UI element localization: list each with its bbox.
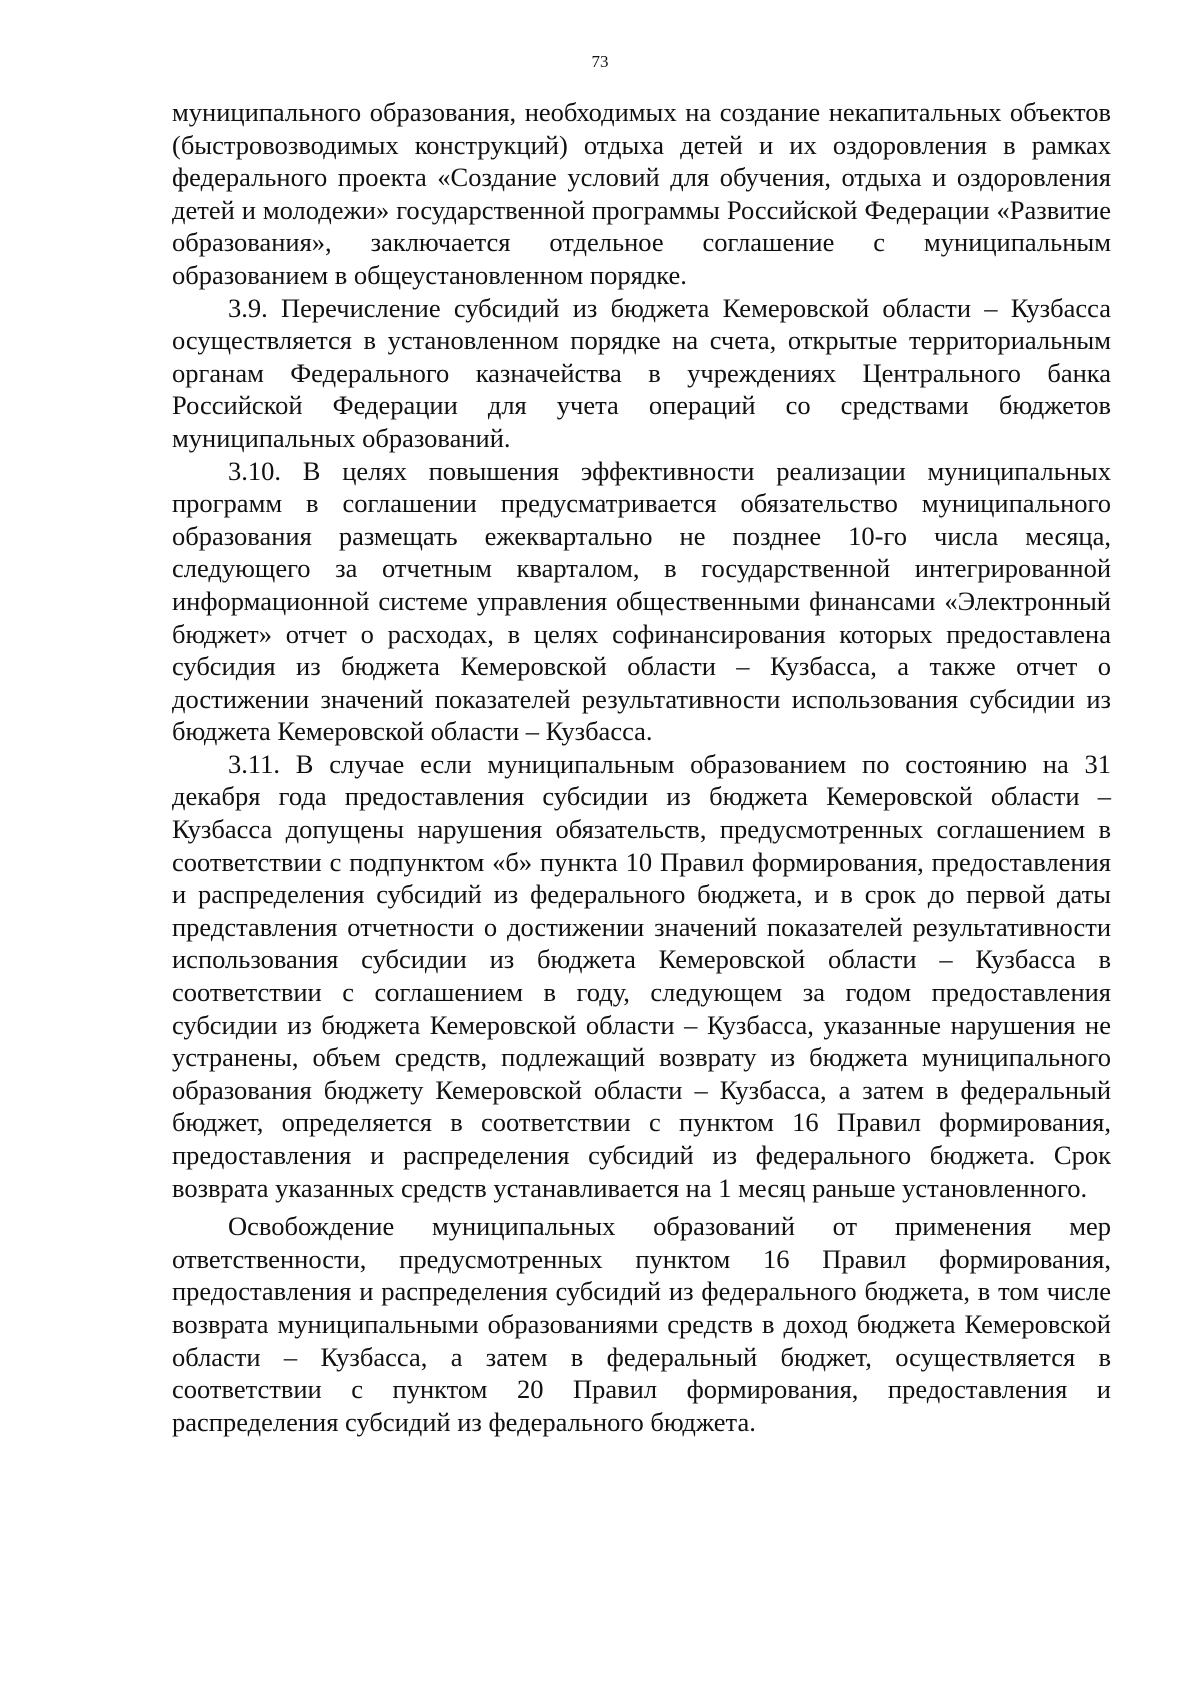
paragraph-exemption: Освобождение муниципальных образований от применения мер ответственности, предусмотренных пунктом 16 Правил формирования, предоставления и распределения субсидий из федерального бюджета, в том числе возврата муниципальными образованиями средств в доход бюджета Кемеровской области – Кузбасса, а затем в федеральный бюджет, осуществляется в соответствии с пунктом 20 Правил формирования, предоставления и распределения субсидий из федерального бюджета. [172, 1211, 1111, 1437]
paragraph-3-9: 3.9. Перечисление субсидий из бюджета Кемеровской области – Кузбасса осуществляется в установленном порядке на счета, открытые территориальным органам Федерального казначейства в учреждениях Центрального банка Российской Федерации для учета операций со средствами бюджетов муниципальных образований. [172, 292, 1111, 453]
document-body [172, 96, 1111, 1438]
paragraph-3-11: 3.11. В случае если муниципальным образованием по состоянию на 31 декабря года предоставления субсидии из бюджета Кемеровской области – Кузбасса допущены нарушения обязательств, предусмотренных соглашением в соответствии с подпунктом «б» пункта 10 Правил формирования, предоставления и распределения субсидий из федерального бюджета, и в срок до первой даты представления отчетности о достижении значений показателей результативности использования субсидии из бюджета Кемеровской области – Кузбасса в соответствии с соглашением в году, следующем за годом предоставления субсидии из бюджета Кемеровской области – Кузбасса, указанные нарушения не устранены, объем средств, подлежащий возврату из бюджета муниципального образования бюджету Кемеровской области – Кузбасса, а затем в федеральный бюджет, определяется в соответствии с пунктом 16 Правил формирования, предоставления и распределения субсидий из федерального бюджета. Срок возврата указанных средств устанавливается на 1 месяц раньше установленного. [172, 748, 1111, 1203]
page-number: 73 [591, 52, 609, 71]
paragraph-3-10: 3.10. В целях повышения эффективности реализации муниципальных программ в соглашении предусматривается обязательство муниципального образования размещать ежеквартально не позднее 10-го числа месяца, следующего за отчетным кварталом, в государственной интегрированной информационной системе управления общественными финансами «Электронный бюджет» отчет о расходах, в целях софинансирования которых предоставлена субсидия из бюджета Кемеровской области – Кузбасса, а также отчет о достижении значений показателей результативности использования субсидии из бюджета Кемеровской области – Кузбасса. [172, 455, 1111, 747]
paragraph-continuation: муниципального образования, необходимых на создание некапитальных объектов (быстровозводимых конструкций) отдыха детей и их оздоровления в рамках федерального проекта «Создание условий для обучения, отдыха и оздоровления детей и молодежи» государственной программы Российской Федерации «Развитие образования», заключается отдельное соглашение с муниципальным образованием в общеустановленном порядке. [172, 97, 1111, 290]
